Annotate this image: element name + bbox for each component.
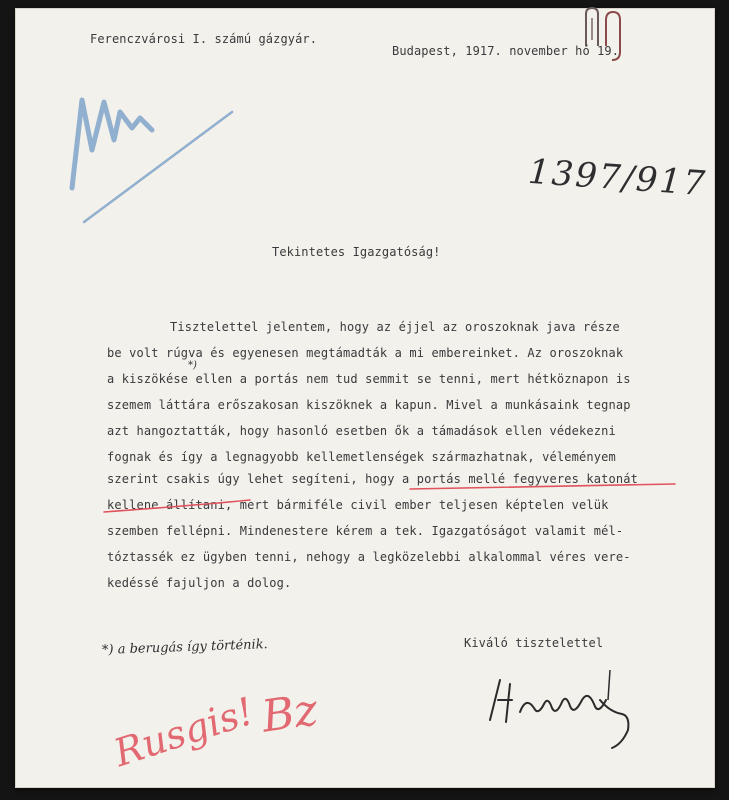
letterhead: Ferenczvárosi I. számú gázgyár. — [90, 32, 318, 46]
dateline: Budapest, 1917. november hó 19. — [392, 44, 620, 58]
body-line: azt hangoztatták, hogy hasonló esetben ők a támadások ellen védekezni — [107, 424, 616, 438]
body-line: kellene állítani, mert bármiféle civil ember teljesen képtelen velük — [107, 498, 609, 512]
footnote: *) a berugás így történik. — [101, 637, 268, 658]
body-line: kedéssé fajuljon a dolog. — [107, 576, 292, 590]
body-line: be volt rúgva és egyenesen megtámadták a mi embereinket. Az oroszoknak — [107, 346, 624, 360]
asterisk-mark: *) — [188, 360, 197, 371]
body-line: Tisztelettel jelentem, hogy az éjjel az oroszoknak java része — [170, 320, 620, 334]
body-line: szerint csakis úgy lehet segíteni, hogy a portás mellé fegyveres katonát — [107, 472, 638, 486]
red-annotation: Rusgis! — [108, 688, 260, 776]
body-line: tóztassék ez ügyben tenni, nehogy a legközelebbi alkalommal véres vere- — [107, 550, 631, 564]
registration-number: 1397/917 — [526, 151, 709, 205]
closing: Kiváló tisztelettel — [464, 636, 604, 650]
body-line: szemem láttára erőszakosan kiszöknek a kapun. Mivel a munkásaink tegnap — [107, 398, 631, 412]
body-line: szemben fellépni. Mindenestere kérem a tek. Igazgatóságot valamit mél- — [107, 524, 624, 538]
body-line: fognak és így a legnagyobb kellemetlenségek származhatnak, véleményem — [107, 450, 616, 464]
body-line: a kiszökése ellen a portás nem tud semmit se tenni, mert hétköznapon is — [107, 372, 631, 386]
red-annotation-initial: Bz — [258, 684, 321, 743]
salutation: Tekintetes Igazgatóság! — [272, 245, 441, 259]
